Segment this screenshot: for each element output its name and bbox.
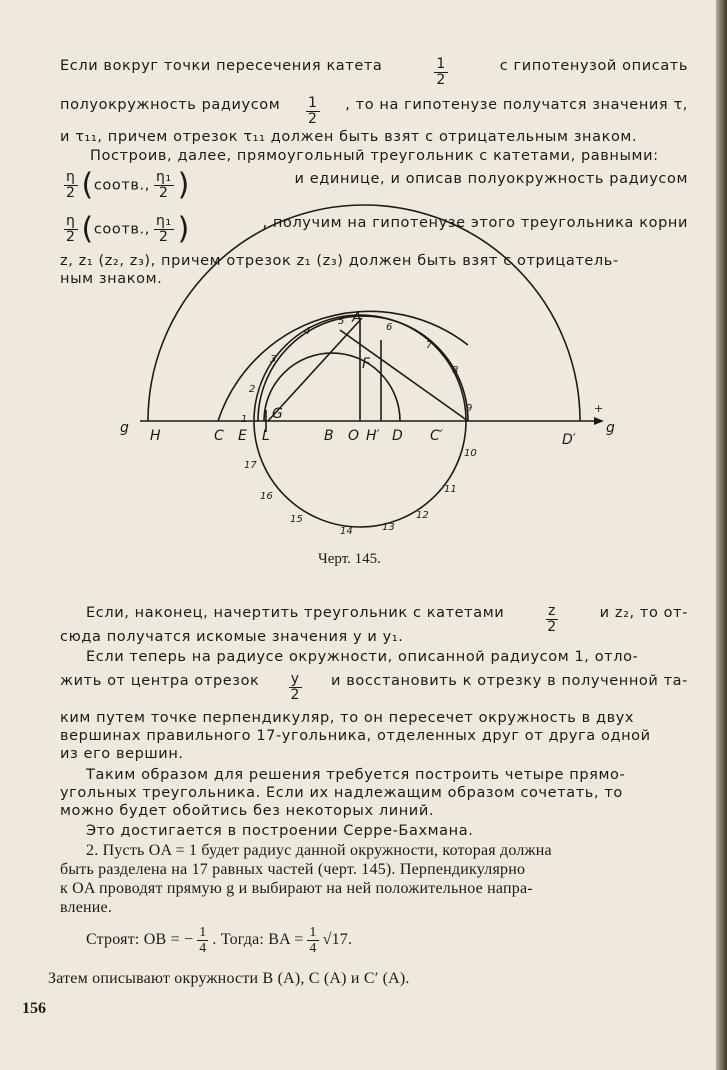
- label-G: G: [272, 406, 283, 422]
- vertex-12: 12: [416, 510, 429, 521]
- vertex-5: 5: [338, 316, 345, 327]
- label-B: B: [324, 428, 334, 444]
- text-line: жить от центра отрезок $\frac{y}{2}$ и восстановить к отрезку в полученной та-: [60, 671, 688, 703]
- vertex-7: 7: [426, 340, 433, 351]
- text-line: вление.: [60, 899, 113, 916]
- label-g-right: g: [606, 420, 615, 436]
- label-O: O: [348, 428, 360, 444]
- vertex-10: 10: [464, 448, 477, 459]
- text-line: Если, наконец, начертить треугольник с катетами $\frac{z}{2}$ и z₂, то от-: [86, 603, 688, 635]
- label-D: D: [392, 428, 403, 444]
- text: Если вокруг точки пересечения катета: [60, 58, 383, 74]
- figure-caption: Черт. 145.: [318, 551, 381, 567]
- label-A: A: [352, 310, 362, 326]
- text-line: ким путем точке перпендикуляр, то он пересечет окружность в двух: [60, 710, 635, 726]
- text-line: $\frac{\eta}{2}$ (соотв., $\frac{\text{η₁}}{2}$ ) , получим на гипотенузе этого треугольника корни: [66, 211, 688, 247]
- circle-C: [148, 205, 580, 421]
- vertex-16: 16: [260, 491, 273, 502]
- text: и единице, и описав полуокружность радиусом: [294, 171, 688, 187]
- label-D-prime: D′: [562, 432, 576, 448]
- text: , то на гипотенузе получатся значения τ,: [345, 97, 688, 113]
- label-F: F: [362, 356, 371, 372]
- label-C: C: [214, 428, 224, 444]
- text: с гипотенузой описать: [499, 58, 688, 74]
- text: , получим на гипотенузе этого треугольника корни: [262, 215, 688, 231]
- vertex-13: 13: [382, 522, 395, 533]
- text-line: Затем описывают окружности B (A), C (A) и C′ (A).: [48, 970, 410, 987]
- text-line: можно будет обойтись без некоторых линий.: [60, 803, 435, 819]
- text-line: угольных треугольника. Если их надлежащим образом сочетать, то: [60, 785, 623, 801]
- label-E: E: [238, 428, 247, 444]
- vertex-4: 4: [304, 326, 311, 337]
- page-number: 156: [22, 1000, 46, 1017]
- vertex-6: 6: [386, 322, 393, 333]
- text-line: из его вершин.: [60, 746, 184, 762]
- text-line: $\frac{\eta}{2}$ (соотв., $\frac{\text{η₁}}{2}$ ) и единице, и описав полуокружность радиусом: [66, 167, 688, 203]
- label-C-prime: C′: [430, 428, 443, 444]
- text-line: Таким образом для решения требуется построить четыре прямо-: [86, 767, 626, 783]
- text: полуокружность радиусом: [60, 97, 281, 113]
- label-H: H: [150, 428, 161, 444]
- arrow-head: [594, 417, 604, 425]
- vertex-3: 3: [270, 354, 277, 365]
- text-line: быть разделена на 17 равных частей (черт. 145). Перпендикулярно: [60, 861, 526, 878]
- label-g-left: g: [120, 420, 129, 436]
- vertex-9: 9: [466, 403, 473, 414]
- label-plus: +: [594, 402, 604, 415]
- label-L: L: [262, 428, 270, 444]
- fraction: $\frac{1}{2}$: [308, 95, 318, 127]
- text-line: Если теперь на радиусе окружности, описанной радиусом 1, отло-: [86, 649, 639, 665]
- vertex-14: 14: [340, 526, 353, 537]
- text-line: к OA проводят прямую g и выбирают на ней положительное напра-: [60, 880, 533, 897]
- text-line: Это достигается в построении Серре-Бахмана.: [86, 823, 474, 839]
- text-line: 2. Пусть OA = 1 будет радиус данной окружности, которая должна: [86, 842, 552, 859]
- book-spine-shadow: [716, 0, 727, 1070]
- vertex-8: 8: [452, 365, 459, 376]
- text-line: и τ₁₁, причем отрезок τ₁₁ должен быть взят с отрицательным знаком.: [60, 129, 638, 145]
- vertex-15: 15: [290, 514, 303, 525]
- circle-H-prime: [264, 353, 400, 421]
- vertex-2: 2: [249, 384, 256, 395]
- text-line: сюда получатся искомые значения y и y₁.: [60, 629, 404, 645]
- text-line: ным знаком.: [60, 271, 163, 287]
- vertex-17: 17: [244, 460, 257, 471]
- text-line: Построив, далее, прямоугольный треугольник с катетами, равными:: [90, 148, 659, 164]
- text-line: вершинах правильного 17-угольника, отделенных друг от друга одной: [60, 728, 651, 744]
- formula-line: Строят: OB = − $\frac{1}{4}$ . Тогда: BA = $\frac{1}{4}$ √17.: [86, 925, 353, 956]
- vertex-1: 1: [241, 414, 248, 425]
- fraction: $\frac{1}{2}$: [436, 56, 446, 88]
- label-H-prime: H′: [366, 428, 380, 444]
- text-line: z, z₁ (z₂, z₃), причем отрезок z₁ (z₃) должен быть взят с отрицатель-: [60, 253, 619, 269]
- vertex-11: 11: [444, 484, 457, 495]
